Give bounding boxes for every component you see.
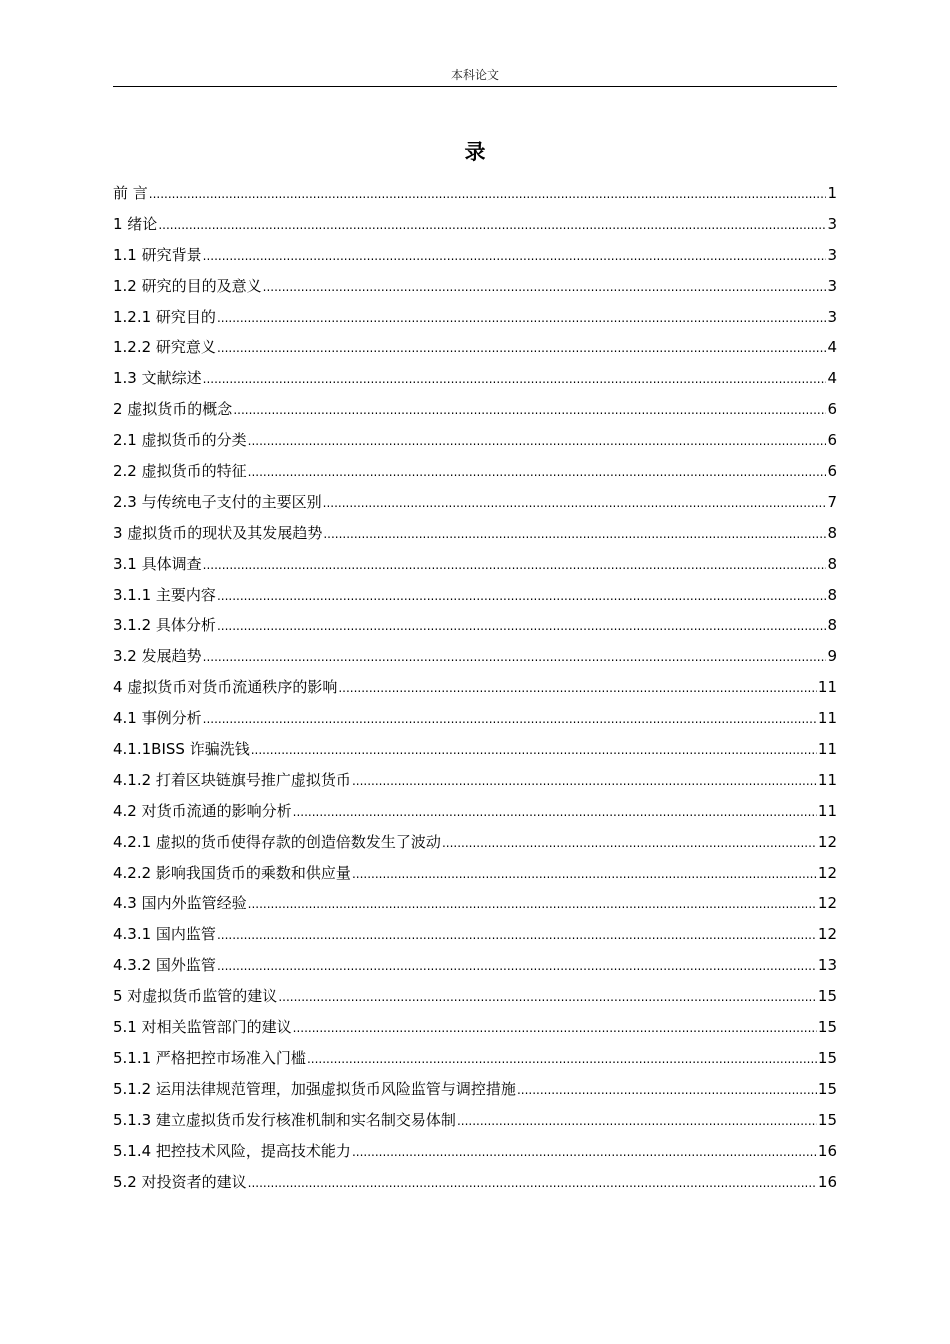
toc-dot-leader (248, 1168, 817, 1199)
toc-entry[interactable] (113, 858, 837, 889)
toc-entry-title: 5.1 对相关监管部门的建议 (113, 1018, 292, 1037)
toc-entry[interactable] (113, 888, 837, 919)
toc-entry-page-number: 13 (817, 956, 837, 975)
toc-entry[interactable] (113, 271, 837, 302)
toc-entry[interactable] (113, 456, 837, 487)
toc-entry[interactable] (113, 1074, 837, 1105)
toc-entry[interactable] (113, 641, 837, 672)
page-header-text: 本科论文 (450, 68, 499, 82)
toc-entry-title: 4.1 事例分析 (113, 709, 202, 728)
toc-entry-title: 2 虚拟货币的概念 (113, 400, 233, 419)
toc-dot-leader (248, 889, 817, 920)
toc-dot-leader (248, 457, 827, 488)
toc-dot-leader (203, 642, 827, 673)
toc-entry-page-number: 3 (827, 307, 837, 326)
toc-entry[interactable] (113, 363, 837, 394)
toc-dot-leader (203, 550, 827, 581)
toc-entry-title: 5.1.4 把控技术风险，提高技术能力 (113, 1141, 351, 1160)
toc-dot-leader (307, 1044, 817, 1075)
toc-entry[interactable] (113, 950, 837, 981)
toc-entry[interactable] (113, 425, 837, 456)
toc-title: 录 (464, 140, 486, 164)
toc-entry[interactable] (113, 240, 837, 271)
toc-entry[interactable] (113, 394, 837, 425)
toc-dot-leader (338, 673, 817, 704)
toc-entry[interactable] (113, 209, 837, 240)
toc-entry[interactable] (113, 1167, 837, 1198)
toc-entry[interactable] (113, 734, 837, 765)
toc-entry-page-number: 11 (817, 740, 837, 759)
toc-entry-page-number: 8 (827, 523, 837, 542)
toc-entry-title: 1.2.2 研究意义 (113, 338, 216, 357)
toc-entry-title: 2.2 虚拟货币的特征 (113, 462, 247, 481)
toc-entry-title: 3.1.2 具体分析 (113, 616, 216, 635)
toc-entry-page-number: 15 (817, 987, 837, 1006)
toc-entry[interactable] (113, 981, 837, 1012)
toc-entry-title: 3.2 发展趋势 (113, 647, 202, 666)
toc-entry-title: 5.1.2 运用法律规范管理，加强虚拟货币风险监管与调控措施 (113, 1079, 516, 1098)
toc-dot-leader (517, 1075, 817, 1106)
toc-entry-title: 4.3 国内外监管经验 (113, 894, 247, 913)
toc-entry-page-number: 11 (817, 770, 837, 789)
toc-entry-page-number: 11 (817, 709, 837, 728)
toc-entry-page-number: 7 (827, 492, 837, 511)
toc-entry-title: 4.2.2 影响我国货币的乘数和供应量 (113, 863, 351, 882)
toc-entry-page-number: 3 (827, 245, 837, 264)
toc-dot-leader (251, 735, 817, 766)
toc-dot-leader (217, 303, 827, 334)
toc-entry[interactable] (113, 332, 837, 363)
toc-entry-page-number: 11 (817, 678, 837, 697)
toc-dot-leader (293, 797, 817, 828)
toc-entry-title: 1 绪论 (113, 214, 158, 233)
toc-entry[interactable] (113, 610, 837, 641)
toc-entry-page-number: 1 (827, 184, 837, 202)
toc-entry-title: 4.1.1BISS 诈骗洗钱 (113, 740, 250, 759)
toc-entry-page-number: 8 (827, 554, 837, 573)
toc-dot-leader (293, 1013, 817, 1044)
toc-dot-leader (457, 1106, 817, 1137)
toc-entry-title: 4.2.1 虚拟的货币使得存款的创造倍数发生了波动 (113, 832, 441, 851)
toc-entry-page-number: 12 (817, 894, 837, 913)
toc-dot-leader (233, 395, 826, 426)
toc-entry-page-number: 11 (817, 801, 837, 820)
toc-dot-leader (352, 766, 817, 797)
toc-entry-page-number: 4 (827, 369, 837, 388)
toc-entry-title: 1.2 研究的目的及意义 (113, 276, 262, 295)
toc-entry-title: 5.2 对投资者的建议 (113, 1172, 247, 1191)
toc-dot-leader (352, 859, 817, 890)
toc-entry-page-number: 8 (827, 616, 837, 635)
toc-entry-title: 4.2 对货币流通的影响分析 (113, 801, 292, 820)
toc-entry-page-number: 16 (817, 1172, 837, 1191)
toc-entry-title: 4 虚拟货币对货币流通秩序的影响 (113, 678, 338, 697)
toc-entry-title: 1.2.1 研究目的 (113, 307, 216, 326)
toc-dot-leader (217, 611, 827, 642)
toc-entry[interactable] (113, 1136, 837, 1167)
toc-dot-leader (263, 272, 827, 303)
toc-entry-title: 1.1 研究背景 (113, 245, 202, 264)
toc-dot-leader (278, 982, 817, 1013)
toc-entry-title: 3.1.1 主要内容 (113, 585, 216, 604)
toc-entry-title: 3 虚拟货币的现状及其发展趋势 (113, 523, 323, 542)
toc-entry-page-number: 15 (817, 1110, 837, 1129)
toc-entry-page-number: 12 (817, 925, 837, 944)
toc-entry[interactable] (113, 518, 837, 549)
table-of-contents (113, 178, 837, 1197)
toc-entry-title: 5 对虚拟货币监管的建议 (113, 987, 278, 1006)
toc-entry-title: 4.3.2 国外监管 (113, 956, 216, 975)
toc-entry-page-number: 16 (817, 1141, 837, 1160)
toc-entry-page-number: 15 (817, 1018, 837, 1037)
toc-entry[interactable] (113, 302, 837, 333)
toc-dot-leader (217, 920, 817, 951)
toc-entry-page-number: 4 (827, 338, 837, 357)
toc-dot-leader (217, 581, 827, 612)
toc-entry-title: 4.1.2 打着区块链旗号推广虚拟货币 (113, 770, 351, 789)
toc-entry[interactable] (113, 919, 837, 950)
toc-dot-leader (203, 704, 817, 735)
toc-dot-leader (149, 179, 827, 210)
toc-entry-title: 2.3 与传统电子支付的主要区别 (113, 492, 322, 511)
toc-dot-leader (203, 241, 827, 272)
toc-dot-leader (323, 488, 827, 519)
toc-entry-title: 4.3.1 国内监管 (113, 925, 216, 944)
toc-entry-page-number: 15 (817, 1079, 837, 1098)
toc-dot-leader (217, 333, 827, 364)
toc-entry[interactable] (113, 1043, 837, 1074)
toc-dot-leader (158, 210, 826, 241)
page-header (113, 66, 837, 87)
toc-entry-page-number: 8 (827, 585, 837, 604)
toc-entry-page-number: 3 (827, 276, 837, 295)
toc-dot-leader (442, 828, 817, 859)
toc-entry-title: 3.1 具体调查 (113, 554, 202, 573)
toc-entry[interactable] (113, 827, 837, 858)
toc-entry[interactable] (113, 672, 837, 703)
toc-dot-leader (323, 519, 826, 550)
toc-entry[interactable] (113, 487, 837, 518)
toc-entry-title: 5.1.3 建立虚拟货币发行核准机制和实名制交易体制 (113, 1110, 456, 1129)
toc-entry-page-number: 15 (817, 1048, 837, 1067)
toc-entry[interactable] (113, 796, 837, 827)
toc-entry[interactable] (113, 178, 837, 209)
toc-entry-page-number: 9 (827, 647, 837, 666)
toc-entry-page-number: 6 (827, 462, 837, 481)
toc-entry-page-number: 6 (827, 431, 837, 450)
toc-entry-title: 前 言 (113, 184, 148, 202)
toc-entry[interactable] (113, 1012, 837, 1043)
toc-entry[interactable] (113, 703, 837, 734)
toc-entry[interactable] (113, 580, 837, 611)
toc-dot-leader (203, 364, 827, 395)
toc-entry[interactable] (113, 549, 837, 580)
toc-entry-title: 1.3 文献综述 (113, 369, 202, 388)
toc-entry[interactable] (113, 765, 837, 796)
toc-entry-title: 2.1 虚拟货币的分类 (113, 431, 247, 450)
toc-dot-leader (352, 1137, 817, 1168)
toc-entry-title: 5.1.1 严格把控市场准入门槛 (113, 1048, 306, 1067)
toc-entry-page-number: 6 (827, 400, 837, 419)
toc-dot-leader (217, 951, 817, 982)
toc-entry-page-number: 3 (827, 214, 837, 233)
toc-entry-page-number: 12 (817, 832, 837, 851)
toc-entry-page-number: 12 (817, 863, 837, 882)
toc-dot-leader (248, 426, 827, 457)
toc-entry[interactable] (113, 1105, 837, 1136)
